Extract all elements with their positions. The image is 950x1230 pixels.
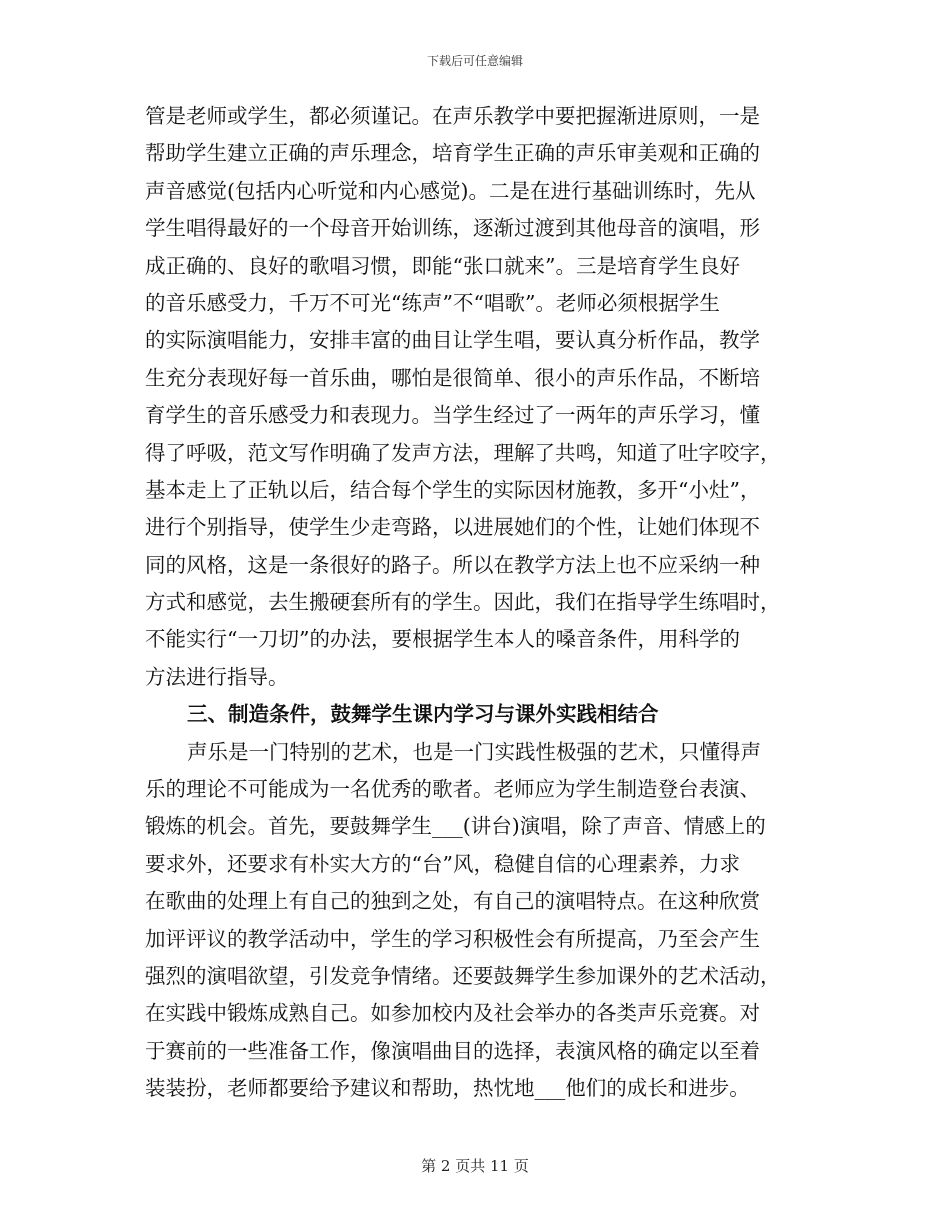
text-line: 育学生的音乐感受力和表现力。当学生经过了一两年的声乐学习，懂 xyxy=(145,403,760,428)
text-line: 进行个别指导，使学生少走弯路，以进展她们的个性，让她们体现不 xyxy=(145,515,760,540)
text-line: 同的风格，这是一条很好的路子。所以在教学方法上也不应采纳一种 xyxy=(145,552,760,577)
text-line: 在歌曲的处理上有自己的独到之处，有自己的演唱特点。在这种欣赏 xyxy=(145,889,760,914)
text-line: 基本走上了正轨以后，结合每个学生的实际因材施教，多开“小灶”， xyxy=(145,477,761,502)
text-line: 声音感觉(包括内心听觉和内心感觉)。二是在进行基础训练时，先从 xyxy=(145,178,756,203)
text-line: 成正确的、良好的歌唱习惯，即能“张口就来”。三是培育学生良好 xyxy=(145,253,740,278)
text-line: 声乐是一门特别的艺术，也是一门实践性极强的艺术，只懂得声 xyxy=(187,739,761,764)
text-line: 帮助学生建立正确的声乐理念，培育学生正确的声乐审美观和正确的 xyxy=(145,141,760,166)
text-line: 学生唱得最好的一个母音开始训练，逐渐过渡到其他母音的演唱，形 xyxy=(145,216,760,241)
text-line: 要求外，还要求有朴实大方的“台”风，稳健自信的心理素养，力求 xyxy=(145,851,740,876)
page-header: 下载后可任意编辑 xyxy=(426,54,523,68)
text-line: 方法进行指导。 xyxy=(145,664,289,689)
text-line: 强烈的演唱欲望，引发竞争情绪。还要鼓舞学生参加课外的艺术活动， xyxy=(145,963,781,988)
section-heading: 三、制造条件，鼓舞学生课内学习与课外实践相结合 xyxy=(187,702,659,727)
text-line: 生充分表现好每一首乐曲，哪怕是很简单、很小的声乐作品，不断培 xyxy=(145,365,760,390)
text-line: 乐的理论不可能成为一名优秀的歌者。老师应为学生制造登台表演、 xyxy=(145,777,760,802)
text-line: 加评评议的教学活动中，学生的学习积极性会有所提高，乃至会产生 xyxy=(145,926,760,951)
page-footer: 第 2 页共 11 页 xyxy=(421,1157,529,1175)
text-line: 的音乐感受力，千万不可光“练声”不“唱歌”。老师必须根据学生 xyxy=(145,290,720,315)
text-line: 方式和感觉，去生搬硬套所有的学生。因此，我们在指导学生练唱时， xyxy=(145,590,781,615)
paragraph-1 xyxy=(145,98,800,696)
text-line: 得了呼吸，范文写作明确了发声方法，理解了共鸣，知道了吐字咬字， xyxy=(145,440,781,465)
text-line: 于赛前的一些准备工作，像演唱曲目的选择，表演风格的确定以至着 xyxy=(145,1038,760,1063)
text-line: 不能实行“一刀切”的办法，要根据学生本人的嗓音条件，用科学的 xyxy=(145,627,740,652)
text-line: 管是老师或学生，都必须谨记。在声乐教学中要把握渐进原则，一是 xyxy=(145,104,760,128)
text-line: 锻炼的机会。首先，要鼓舞学生___(讲台)演唱，除了声音、情感上的 xyxy=(145,814,766,839)
paragraph-2 xyxy=(145,734,800,1108)
text-line: 在实践中锻炼成熟自己。如参加校内及社会举办的各类声乐竞赛。对 xyxy=(145,1001,760,1026)
text-line: 的实际演唱能力，安排丰富的曲目让学生唱，要认真分析作品，教学 xyxy=(145,328,760,353)
document-body xyxy=(145,98,800,1108)
text-line: 装装扮，老师都要给予建议和帮助，热忱地___他们的成长和进步。 xyxy=(145,1076,750,1101)
